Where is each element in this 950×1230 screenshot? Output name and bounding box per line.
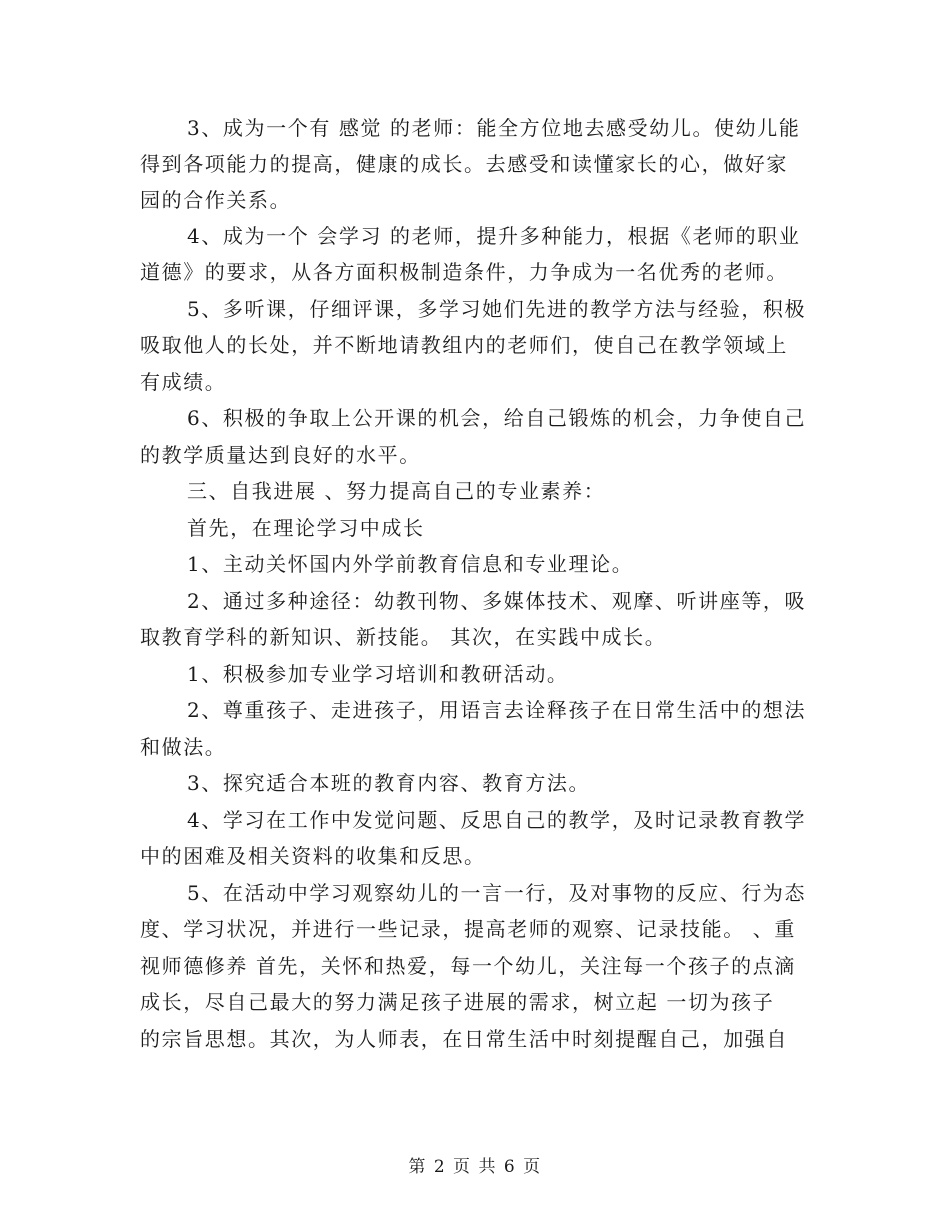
- text-line: 道德》的要求，从各方面积极制造条件，力争成为一名优秀的老师。: [140, 260, 788, 284]
- section-heading: 三、自我进展 、努力提高自己的专业素养：: [187, 479, 606, 503]
- text-line: 1、主动关怀国内外学前教育信息和专业理论。: [187, 552, 634, 576]
- subsection-heading: 首先，在理论学习中成长: [187, 516, 425, 540]
- text-line: 视师德修养 首先，关怀和热爱，每一个幼儿，关注每一个孩子的点滴: [140, 954, 796, 978]
- text-line: 2、通过多种途径：幼教刊物、多媒体技术、观摩、听讲座等，吸: [187, 589, 807, 613]
- text-line: 4、学习在工作中发觉问题、反思自己的教学，及时记录教育教学: [187, 808, 807, 832]
- text-line: 吸取他人的长处，并不断地请教组内的老师们，使自己在教学领域上: [140, 333, 788, 357]
- text-line: 成长，尽自己最大的努力满足孩子进展的需求，树立起 一切为孩子: [140, 990, 775, 1014]
- text-line: 取教育学科的新知识、新技能。 其次，在实践中成长。: [140, 625, 667, 649]
- page-number-footer: 第 2 页 共 6 页: [408, 1157, 542, 1177]
- text-line: 1、积极参加专业学习培训和教研活动。: [187, 662, 569, 686]
- text-line: 的教学质量达到良好的水平。: [140, 443, 421, 467]
- text-line: 有成绩。: [140, 370, 227, 394]
- text-line: 的宗旨思想。其次，为人师表，在日常生活中时刻提醒自己，加强自: [140, 1027, 788, 1051]
- text-line: 5、在活动中学习观察幼儿的一言一行，及对事物的反应、行为态: [187, 881, 807, 905]
- text-line: 5、多听课，仔细评课，多学习她们先进的教学方法与经验，积极: [187, 297, 807, 321]
- text-line: 3、成为一个有 感觉 的老师：能全方位地去感受幼儿。使幼儿能: [187, 116, 801, 140]
- text-line: 和做法。: [140, 735, 227, 759]
- text-line: 园的合作关系。: [140, 188, 292, 212]
- text-line: 2、尊重孩子、走进孩子，用语言去诠释孩子在日常生活中的想法: [187, 698, 807, 722]
- text-line: 3、探究适合本班的教育内容、教育方法。: [187, 771, 591, 795]
- text-line: 4、成为一个 会学习 的老师，提升多种能力，根据《老师的职业: [187, 224, 801, 248]
- text-line: 度、学习状况，并进行一些记录，提高老师的观察、记录技能。 、重: [140, 917, 796, 941]
- text-line: 得到各项能力的提高，健康的成长。去感受和读懂家长的心，做好家: [140, 152, 788, 176]
- text-line: 中的困难及相关资料的收集和反思。: [140, 844, 486, 868]
- text-line: 6、积极的争取上公开课的机会，给自己锻炼的机会，力争使自己: [187, 406, 807, 430]
